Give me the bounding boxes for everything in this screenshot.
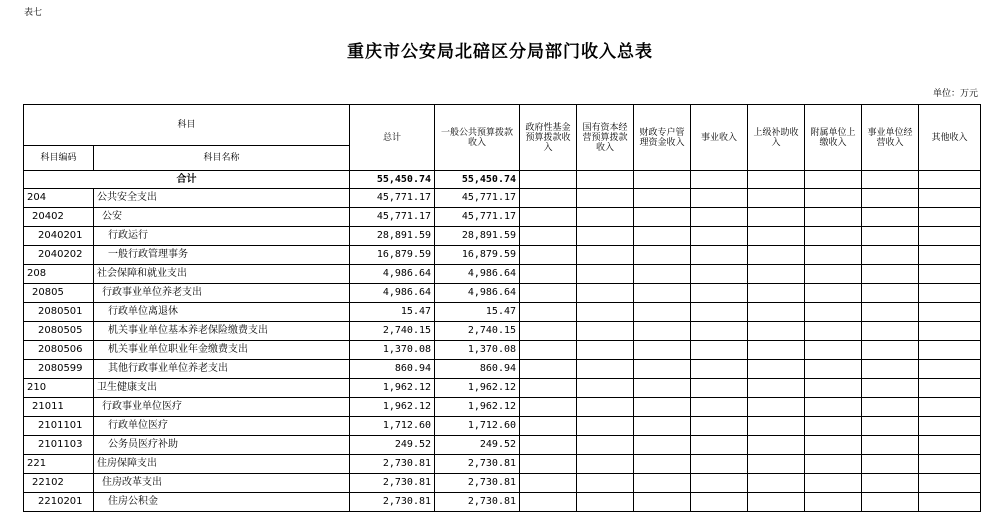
subject-code-cell: 21011: [24, 398, 94, 417]
empty-cell: [520, 322, 577, 341]
empty-cell: [691, 208, 748, 227]
empty-cell: [520, 171, 577, 189]
empty-cell: [748, 246, 805, 265]
subject-name-cell: 住房公积金: [94, 493, 350, 512]
empty-cell: [520, 379, 577, 398]
total-cell: 4,986.64: [350, 265, 435, 284]
empty-cell: [691, 284, 748, 303]
empty-cell: [748, 398, 805, 417]
empty-cell: [748, 284, 805, 303]
table-row: [24, 303, 981, 322]
empty-cell: [691, 341, 748, 360]
empty-cell: [748, 171, 805, 189]
header-state-capital: 国有资本经营预算拨款收入: [577, 105, 634, 171]
empty-cell: [748, 208, 805, 227]
empty-cell: [577, 322, 634, 341]
subject-name-cell: 卫生健康支出: [94, 379, 350, 398]
subject-name-cell: 行政事业单位养老支出: [94, 284, 350, 303]
empty-cell: [805, 341, 862, 360]
subject-code-cell: 2080505: [24, 322, 94, 341]
empty-cell: [520, 303, 577, 322]
general-cell: 28,891.59: [435, 227, 520, 246]
subject-code-cell: 2210201: [24, 493, 94, 512]
general-cell: 4,986.64: [435, 284, 520, 303]
empty-cell: [748, 265, 805, 284]
subject-code-cell: 22102: [24, 474, 94, 493]
empty-cell: [919, 474, 981, 493]
total-label: 合计: [24, 171, 350, 189]
empty-cell: [691, 322, 748, 341]
empty-cell: [634, 417, 691, 436]
empty-cell: [634, 171, 691, 189]
empty-cell: [691, 398, 748, 417]
subject-name-cell: 公务员医疗补助: [94, 436, 350, 455]
empty-cell: [634, 284, 691, 303]
general-cell: 2,730.81: [435, 474, 520, 493]
subject-code-cell: 208: [24, 265, 94, 284]
empty-cell: [805, 474, 862, 493]
empty-cell: [805, 265, 862, 284]
empty-cell: [691, 171, 748, 189]
empty-cell: [691, 265, 748, 284]
empty-cell: [577, 474, 634, 493]
empty-cell: [748, 303, 805, 322]
total-cell: 249.52: [350, 436, 435, 455]
empty-cell: [634, 360, 691, 379]
subject-name-cell: 公安: [94, 208, 350, 227]
empty-cell: [577, 189, 634, 208]
table-row: [24, 474, 981, 493]
empty-cell: [862, 417, 919, 436]
subject-code-cell: 2040202: [24, 246, 94, 265]
table-row: [24, 436, 981, 455]
empty-cell: [520, 341, 577, 360]
general-cell: 16,879.59: [435, 246, 520, 265]
header-superior: 上级补助收入: [748, 105, 805, 171]
empty-cell: [634, 322, 691, 341]
empty-cell: [748, 227, 805, 246]
empty-cell: [862, 436, 919, 455]
table-row: [24, 189, 981, 208]
general-cell: 1,370.08: [435, 341, 520, 360]
empty-cell: [634, 303, 691, 322]
empty-cell: [862, 189, 919, 208]
empty-cell: [919, 171, 981, 189]
empty-cell: [634, 398, 691, 417]
table-row: [24, 379, 981, 398]
empty-cell: [691, 189, 748, 208]
total-cell: 28,891.59: [350, 227, 435, 246]
subject-name-cell: 机关事业单位职业年金缴费支出: [94, 341, 350, 360]
empty-cell: [919, 360, 981, 379]
header-affiliated: 附属单位上缴收入: [805, 105, 862, 171]
empty-cell: [691, 303, 748, 322]
empty-cell: [577, 303, 634, 322]
empty-cell: [862, 284, 919, 303]
header-gov-fund: 政府性基金预算拨款收入: [520, 105, 577, 171]
empty-cell: [919, 284, 981, 303]
empty-cell: [862, 303, 919, 322]
empty-cell: [577, 417, 634, 436]
empty-cell: [805, 493, 862, 512]
empty-cell: [748, 493, 805, 512]
header-subject: 科目: [24, 105, 350, 146]
page-title: 重庆市公安局北碚区分局部门收入总表: [347, 42, 653, 62]
empty-cell: [691, 360, 748, 379]
general-cell: 249.52: [435, 436, 520, 455]
subject-name-cell: 社会保障和就业支出: [94, 265, 350, 284]
empty-cell: [577, 284, 634, 303]
empty-cell: [520, 208, 577, 227]
total-cell: 1,370.08: [350, 341, 435, 360]
empty-cell: [520, 398, 577, 417]
empty-cell: [805, 171, 862, 189]
general-cell: 1,712.60: [435, 417, 520, 436]
empty-cell: [577, 436, 634, 455]
empty-cell: [520, 455, 577, 474]
empty-cell: [805, 436, 862, 455]
empty-cell: [577, 246, 634, 265]
total-cell: 860.94: [350, 360, 435, 379]
empty-cell: [805, 246, 862, 265]
empty-cell: [805, 303, 862, 322]
empty-cell: [577, 493, 634, 512]
general-cell: 1,962.12: [435, 398, 520, 417]
total-cell: 1,962.12: [350, 398, 435, 417]
subject-code-cell: 20402: [24, 208, 94, 227]
general-cell: 15.47: [435, 303, 520, 322]
subject-code-cell: 210: [24, 379, 94, 398]
empty-cell: [805, 208, 862, 227]
empty-cell: [919, 303, 981, 322]
empty-cell: [862, 227, 919, 246]
subject-code-cell: 2101101: [24, 417, 94, 436]
empty-cell: [805, 379, 862, 398]
empty-cell: [520, 493, 577, 512]
subject-code-cell: 2080506: [24, 341, 94, 360]
table-row: [24, 265, 981, 284]
subject-name-cell: 机关事业单位基本养老保险缴费支出: [94, 322, 350, 341]
empty-cell: [919, 436, 981, 455]
empty-cell: [577, 455, 634, 474]
empty-cell: [634, 189, 691, 208]
empty-cell: [919, 379, 981, 398]
empty-cell: [919, 227, 981, 246]
empty-cell: [520, 284, 577, 303]
empty-cell: [862, 474, 919, 493]
subject-name-cell: 行政事业单位医疗: [94, 398, 350, 417]
empty-cell: [862, 208, 919, 227]
empty-cell: [577, 398, 634, 417]
general-cell: 4,986.64: [435, 265, 520, 284]
empty-cell: [862, 360, 919, 379]
empty-cell: [520, 246, 577, 265]
empty-cell: [520, 417, 577, 436]
empty-cell: [862, 398, 919, 417]
empty-cell: [577, 379, 634, 398]
total-cell: 16,879.59: [350, 246, 435, 265]
general-cell: 860.94: [435, 360, 520, 379]
empty-cell: [748, 436, 805, 455]
general-cell: 45,771.17: [435, 189, 520, 208]
general-cell: 2,730.81: [435, 493, 520, 512]
empty-cell: [919, 341, 981, 360]
empty-cell: [805, 322, 862, 341]
empty-cell: [520, 474, 577, 493]
header-fiscal-special: 财政专户管理资金收入: [634, 105, 691, 171]
empty-cell: [805, 189, 862, 208]
empty-cell: [748, 455, 805, 474]
empty-cell: [748, 189, 805, 208]
table-row: [24, 398, 981, 417]
subject-code-cell: 221: [24, 455, 94, 474]
general-cell: 2,740.15: [435, 322, 520, 341]
empty-cell: [805, 417, 862, 436]
empty-cell: [748, 360, 805, 379]
total-cell: 2,730.81: [350, 493, 435, 512]
general-cell: 55,450.74: [435, 171, 520, 189]
unit-label: 单位：万元: [932, 89, 978, 99]
empty-cell: [634, 379, 691, 398]
empty-cell: [919, 265, 981, 284]
empty-cell: [577, 360, 634, 379]
subject-code-cell: 204: [24, 189, 94, 208]
total-cell: 55,450.74: [350, 171, 435, 189]
empty-cell: [634, 341, 691, 360]
empty-cell: [577, 227, 634, 246]
table-row: [24, 493, 981, 512]
header-row-1: [24, 105, 981, 146]
empty-cell: [577, 341, 634, 360]
table-row: [24, 455, 981, 474]
subject-name-cell: 住房改革支出: [94, 474, 350, 493]
empty-cell: [634, 436, 691, 455]
general-cell: 2,730.81: [435, 455, 520, 474]
empty-cell: [748, 322, 805, 341]
general-cell: 45,771.17: [435, 208, 520, 227]
empty-cell: [748, 341, 805, 360]
total-cell: 2,730.81: [350, 455, 435, 474]
empty-cell: [691, 417, 748, 436]
empty-cell: [520, 265, 577, 284]
total-cell: 45,771.17: [350, 208, 435, 227]
empty-cell: [634, 265, 691, 284]
empty-cell: [919, 493, 981, 512]
empty-cell: [691, 455, 748, 474]
table-row: [24, 322, 981, 341]
table-row: [24, 341, 981, 360]
empty-cell: [919, 246, 981, 265]
empty-cell: [805, 360, 862, 379]
empty-cell: [577, 208, 634, 227]
empty-cell: [919, 208, 981, 227]
header-operating: 事业单位经营收入: [862, 105, 919, 171]
empty-cell: [862, 379, 919, 398]
empty-cell: [691, 379, 748, 398]
empty-cell: [634, 246, 691, 265]
table-row: [24, 246, 981, 265]
table-row: [24, 417, 981, 436]
table-row: [24, 227, 981, 246]
total-cell: 1,712.60: [350, 417, 435, 436]
header-business: 事业收入: [691, 105, 748, 171]
empty-cell: [862, 322, 919, 341]
total-cell: 15.47: [350, 303, 435, 322]
empty-cell: [634, 474, 691, 493]
total-cell: 1,962.12: [350, 379, 435, 398]
table-row: [24, 284, 981, 303]
empty-cell: [919, 398, 981, 417]
empty-cell: [577, 171, 634, 189]
empty-cell: [862, 493, 919, 512]
subject-code-cell: 2080599: [24, 360, 94, 379]
empty-cell: [805, 284, 862, 303]
table-row: [24, 208, 981, 227]
empty-cell: [862, 246, 919, 265]
table-number-label: 表七: [24, 8, 43, 18]
empty-cell: [862, 455, 919, 474]
header-code: 科目编码: [24, 146, 94, 171]
total-cell: 4,986.64: [350, 284, 435, 303]
subject-name-cell: 其他行政事业单位养老支出: [94, 360, 350, 379]
empty-cell: [748, 379, 805, 398]
total-cell: 2,740.15: [350, 322, 435, 341]
subject-name-cell: 住房保障支出: [94, 455, 350, 474]
empty-cell: [919, 189, 981, 208]
subject-name-cell: 一般行政管理事务: [94, 246, 350, 265]
empty-cell: [634, 455, 691, 474]
empty-cell: [577, 265, 634, 284]
subject-code-cell: 2040201: [24, 227, 94, 246]
total-cell: 45,771.17: [350, 189, 435, 208]
header-name: 科目名称: [94, 146, 350, 171]
header-total: 总计: [350, 105, 435, 171]
empty-cell: [862, 171, 919, 189]
empty-cell: [634, 493, 691, 512]
empty-cell: [634, 227, 691, 246]
empty-cell: [919, 417, 981, 436]
empty-cell: [862, 265, 919, 284]
empty-cell: [691, 493, 748, 512]
subject-name-cell: 行政单位医疗: [94, 417, 350, 436]
empty-cell: [919, 455, 981, 474]
empty-cell: [691, 227, 748, 246]
empty-cell: [805, 227, 862, 246]
total-cell: 2,730.81: [350, 474, 435, 493]
subject-code-cell: 20805: [24, 284, 94, 303]
empty-cell: [805, 455, 862, 474]
empty-cell: [805, 398, 862, 417]
empty-cell: [691, 436, 748, 455]
empty-cell: [919, 322, 981, 341]
empty-cell: [520, 360, 577, 379]
total-row: [24, 171, 981, 189]
empty-cell: [862, 341, 919, 360]
empty-cell: [520, 189, 577, 208]
empty-cell: [634, 208, 691, 227]
empty-cell: [748, 417, 805, 436]
table-row: [24, 360, 981, 379]
empty-cell: [520, 227, 577, 246]
subject-code-cell: 2080501: [24, 303, 94, 322]
subject-name-cell: 公共安全支出: [94, 189, 350, 208]
empty-cell: [691, 474, 748, 493]
empty-cell: [691, 246, 748, 265]
subject-name-cell: 行政单位离退休: [94, 303, 350, 322]
subject-code-cell: 2101103: [24, 436, 94, 455]
subject-name-cell: 行政运行: [94, 227, 350, 246]
empty-cell: [520, 436, 577, 455]
header-other: 其他收入: [919, 105, 981, 171]
income-table: [23, 104, 981, 512]
header-general: 一般公共预算拨款收入: [435, 105, 520, 171]
empty-cell: [748, 474, 805, 493]
general-cell: 1,962.12: [435, 379, 520, 398]
